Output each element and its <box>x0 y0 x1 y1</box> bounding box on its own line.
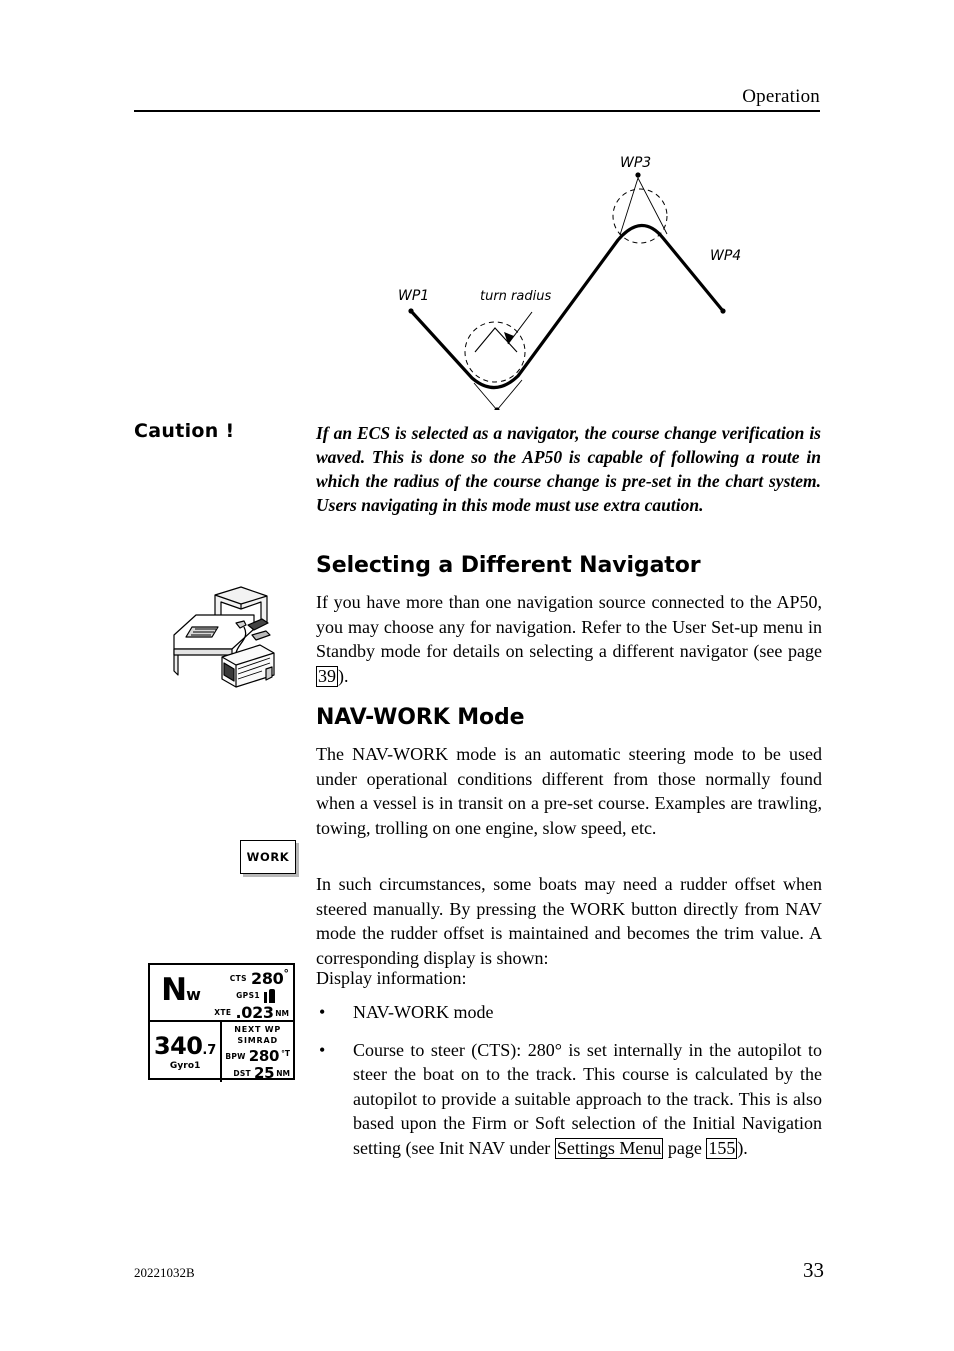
paragraph-nav-work-1: The NAV-WORK mode is an automatic steering mode to be used under operational conditions different from those normally found when a vessel is in transit on a pre-set course. Examples are trawling, towing, trolling on one engine, slow speed, etc. <box>316 744 822 838</box>
lcd-dst-label: DST <box>233 1069 251 1078</box>
heading-selecting-navigator: Selecting a Different Navigator <box>316 553 701 578</box>
lcd-mode-sub: w <box>186 985 201 1004</box>
route-turn-radius-diagram <box>380 140 780 410</box>
bullet-dot-icon: • <box>319 1039 326 1060</box>
bullet-2-text-part3: ). <box>737 1137 748 1158</box>
heading-nav-work-mode: NAV-WORK Mode <box>316 705 525 730</box>
lcd-mode-main: N <box>161 971 187 1008</box>
lcd-cts-unit: ° <box>283 967 289 980</box>
display-information-intro: Display information: <box>316 968 467 988</box>
bullet-dot-icon: • <box>319 1002 326 1022</box>
lcd-cts-value: 280 <box>251 969 284 988</box>
lcd-next-wp-name: SIMRAD <box>237 1036 278 1045</box>
work-button[interactable] <box>240 840 296 874</box>
page-link-155[interactable]: 155 <box>708 1137 736 1158</box>
sec1-text-after: ). <box>338 665 349 686</box>
diagram-label-wp1: WP1 <box>398 288 430 304</box>
lcd-next-wp-label: NEXT WP <box>234 1025 282 1034</box>
lcd-bpw-unit: °T <box>281 1049 290 1058</box>
signal-bars-icon <box>264 988 277 1003</box>
lcd-xte-row <box>212 1003 289 1020</box>
diagram-label-turn-radius: turn radius <box>480 289 552 304</box>
lcd-waypoint-panel <box>222 1022 293 1082</box>
ecs-computer-icon <box>166 583 278 688</box>
lcd-heading-decimal: .7 <box>202 1042 217 1058</box>
lcd-xte-label: XTE <box>214 1008 232 1017</box>
display-information-list <box>316 1000 822 1173</box>
lcd-bpw-row <box>225 1046 290 1063</box>
lcd-bottom-section <box>150 1022 293 1082</box>
lcd-top-right-fields <box>212 965 293 1020</box>
bullet-2-text-part2: page <box>663 1137 707 1158</box>
lcd-top-section <box>150 965 293 1022</box>
lcd-dst-unit: NM <box>276 1069 290 1078</box>
caution-text: If an ECS is selected as a navigator, the course change verification is waved. This is done so the AP50 is capable of following a route in which the radius of the course change is pre-set in the chart system. Users navigating in this mode must use extra caution. <box>316 423 821 516</box>
lcd-heading-source: Gyro1 <box>169 1060 201 1071</box>
lcd-xte-value: .023 <box>235 1003 274 1022</box>
lcd-cts-row <box>212 969 289 986</box>
bullet-2-text-part1: Course to steer (CTS): 280° is set internally in the autopilot to steer the boat on to the track. This course is calculated by the autopilot to provide a suitable approach to the track. This is also based upon the Firm or Soft selection of the Initial Navigation setting (see Init NAV under <box>353 1039 822 1158</box>
autopilot-lcd-display <box>148 963 295 1080</box>
list-item <box>316 1000 822 1025</box>
settings-menu-link[interactable]: Settings Menu <box>556 1137 662 1158</box>
diagram-label-wp3: WP3 <box>620 155 652 171</box>
list-item <box>316 1038 822 1161</box>
footer-page-number: 33 <box>803 1258 824 1282</box>
lcd-heading-integer: 340 <box>154 1031 203 1060</box>
lcd-gps-label: GPS1 <box>236 991 260 1000</box>
paragraph-selecting-navigator <box>316 590 822 688</box>
lcd-dst-row <box>225 1063 290 1080</box>
header-rule <box>134 110 820 112</box>
lcd-heading-panel <box>150 1022 222 1082</box>
paragraph-nav-work-2: In such circumstances, some boats may need a rudder offset when steered manually. By pressing the WORK button directly from NAV mode the rudder offset is maintained and becomes the trim value. A corresponding display is shown: <box>316 874 822 968</box>
lcd-dst-value: 25 <box>253 1064 275 1082</box>
work-button-label: WORK <box>246 850 290 864</box>
caution-label: Caution ! <box>134 420 235 442</box>
page-footer <box>134 1258 824 1283</box>
lcd-heading-value <box>154 1031 217 1060</box>
lcd-xte-unit: NM <box>275 1009 289 1018</box>
lcd-cts-label: CTS <box>229 974 247 983</box>
page-header <box>134 86 820 112</box>
diagram-label-wp4: WP4 <box>710 248 742 264</box>
header-title: Operation <box>742 86 820 107</box>
footer-doc-number: 20221032B <box>134 1265 195 1280</box>
sec1-text-before: If you have more than one navigation source connected to the AP50, you may choose any for navigation. Refer to the User Set-up menu in Standby mode for details on selecting a different navigator (see page <box>316 592 822 661</box>
bullet-1-text: NAV-WORK mode <box>353 1002 494 1022</box>
lcd-gps-row <box>212 986 289 1003</box>
lcd-bpw-value: 280 <box>248 1047 280 1065</box>
lcd-mode-indicator <box>150 965 212 1020</box>
page-link-39[interactable]: 39 <box>318 665 336 686</box>
lcd-bpw-label: BPW <box>225 1052 246 1061</box>
